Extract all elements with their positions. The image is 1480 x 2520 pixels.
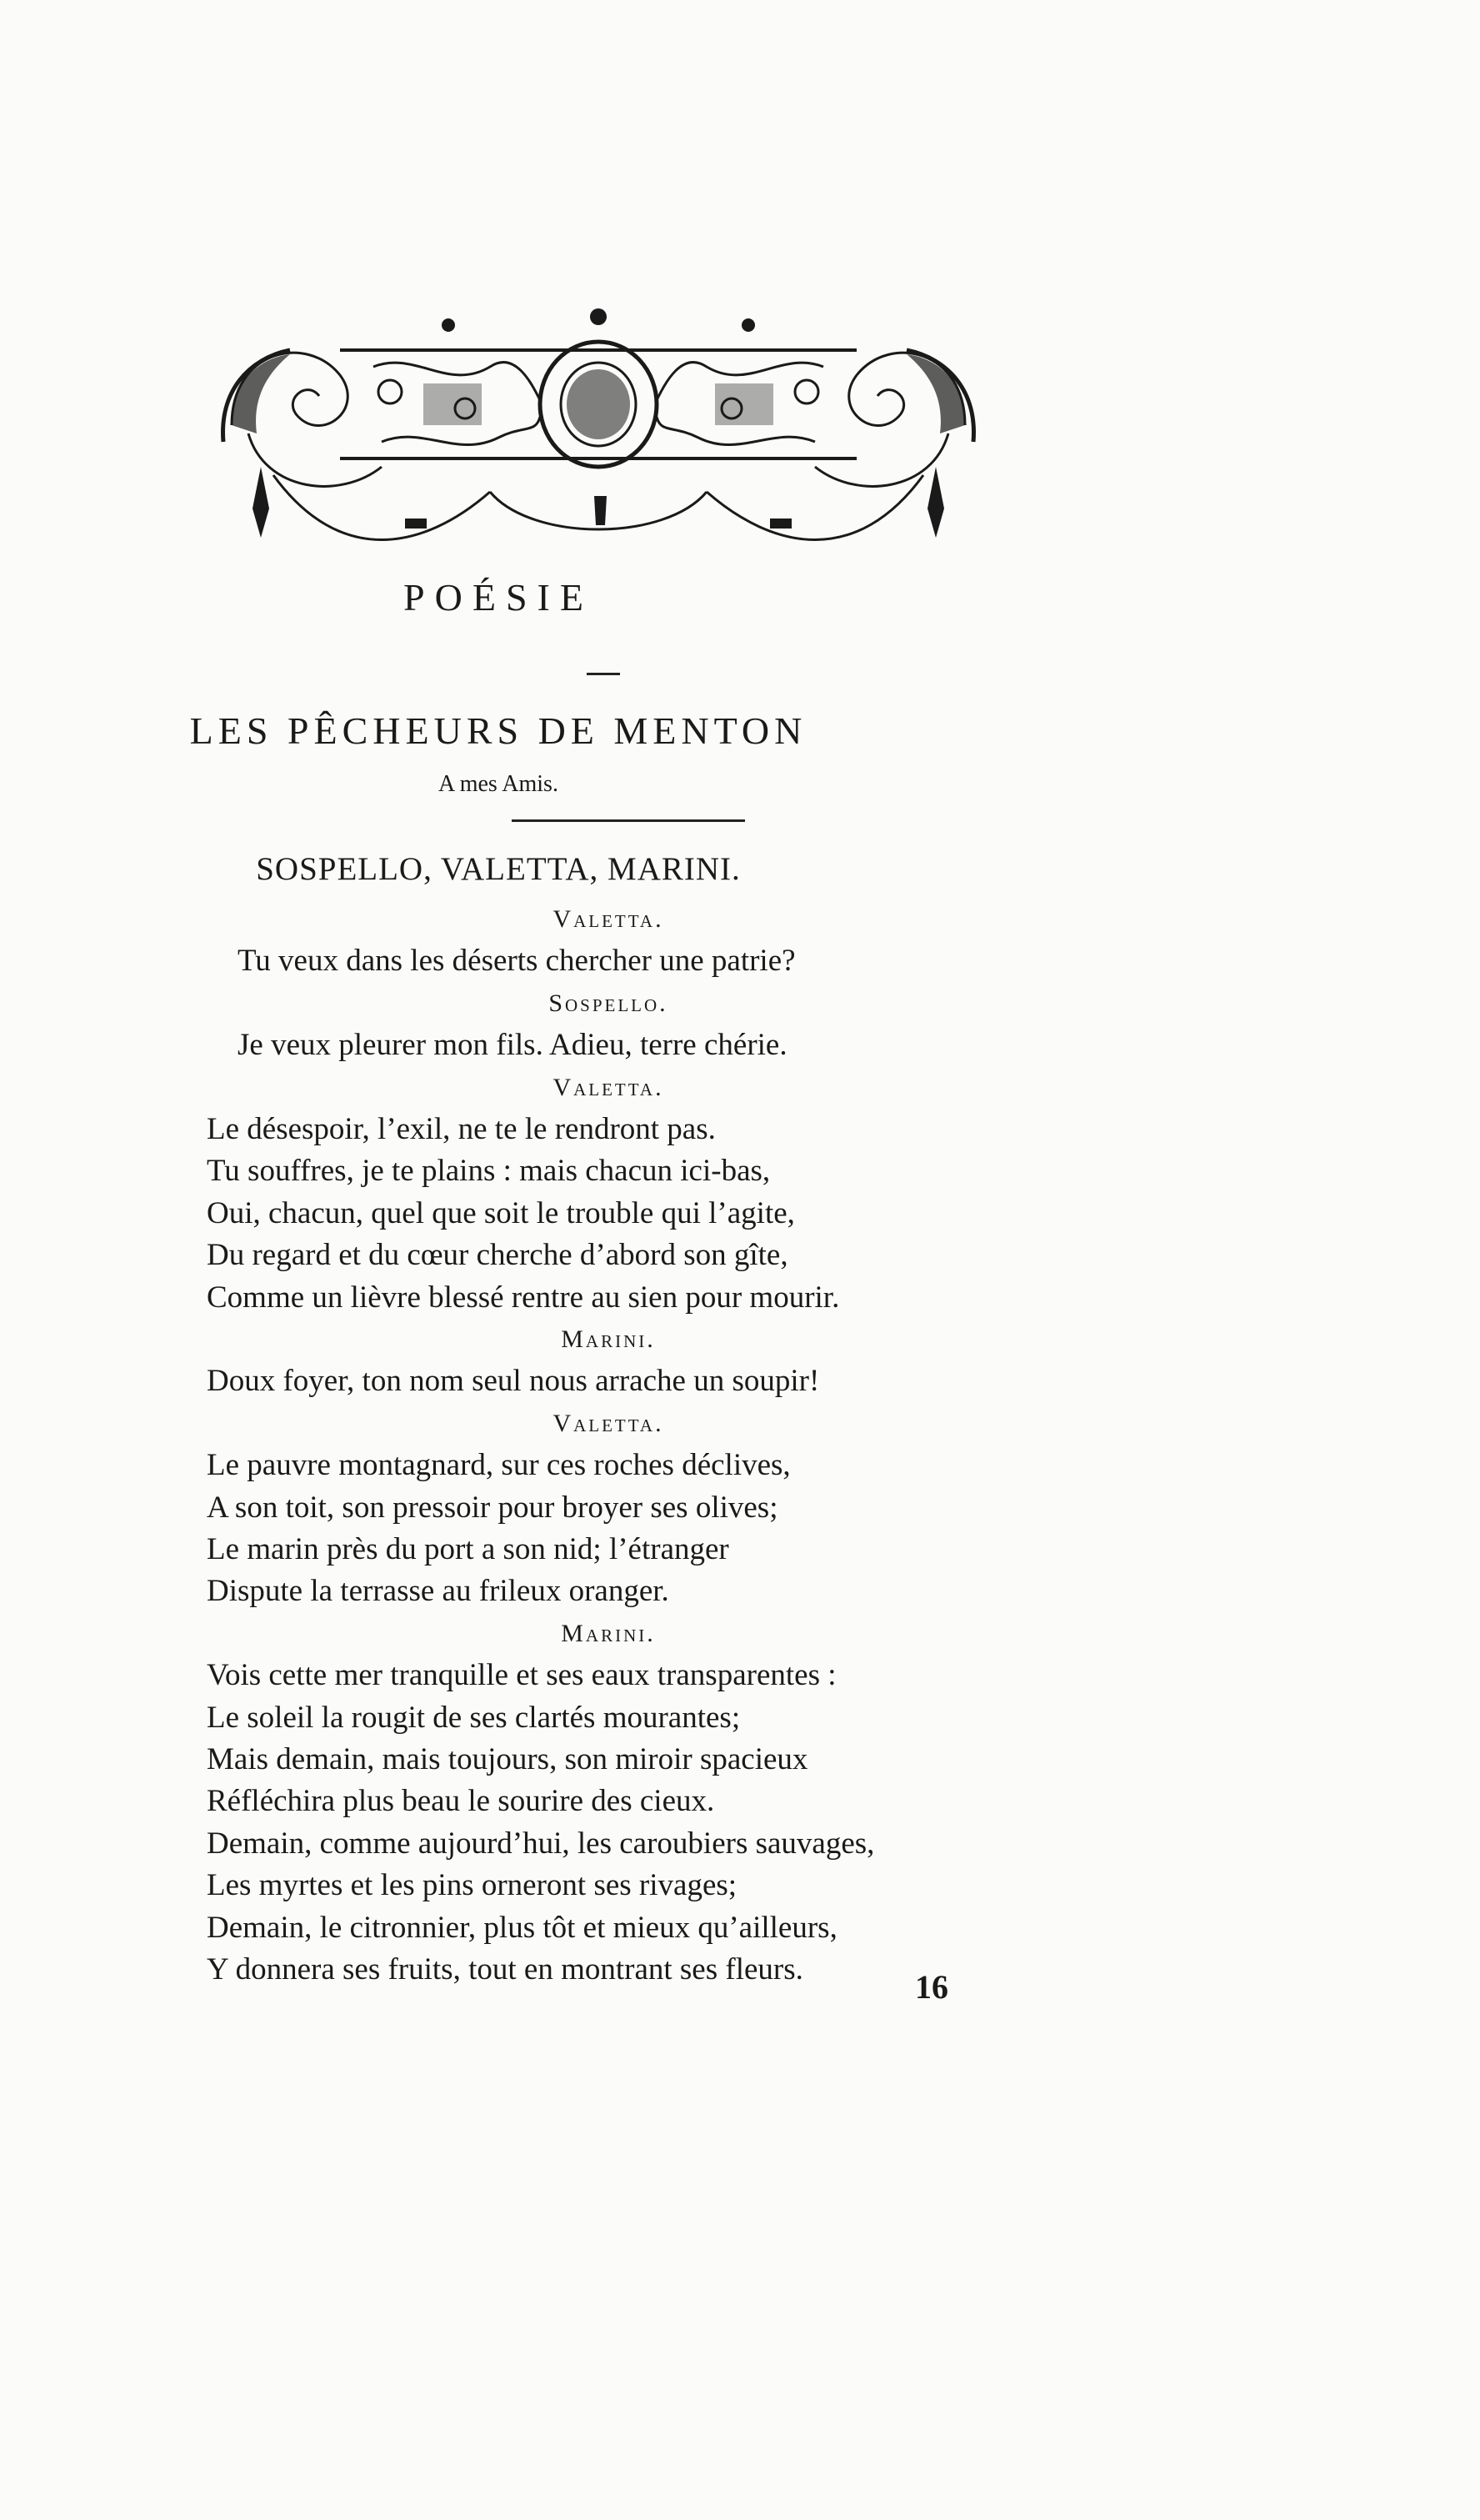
verse-line: Oui, chacun, quel que soit le trouble qui l’agite, xyxy=(207,1195,795,1230)
page-number: 16 xyxy=(915,1968,948,2006)
verse-line: Le désespoir, l’exil, ne te le rendront pas. xyxy=(207,1112,716,1146)
speaker-name: Valetta. xyxy=(552,1409,664,1437)
verse-line: Le marin près du port a son nid; l’étranger xyxy=(207,1532,729,1566)
speaker-name: Marini. xyxy=(561,1325,656,1353)
verse-line: A son toit, son pressoir pour broyer ses olives; xyxy=(207,1490,778,1525)
verse-line: Je veux pleurer mon fils. Adieu, terre chérie. xyxy=(238,1028,788,1063)
speaker-name: Marini. xyxy=(561,1619,656,1647)
verse-line: Mais demain, mais toujours, son miroir spacieux xyxy=(207,1742,808,1776)
verse-line: Le soleil la rougit de ses clartés mourantes; xyxy=(207,1700,741,1735)
verse-line: Dispute la terrasse au frileux oranger. xyxy=(207,1574,669,1609)
verse-line: Demain, le citronnier, plus tôt et mieux qu’ailleurs, xyxy=(207,1910,838,1945)
verse-line: Les myrtes et les pins orneront ses rivages; xyxy=(207,1868,738,1903)
verse-line: Le pauvre montagnard, sur ces roches déclives, xyxy=(207,1448,791,1483)
verse-line: Y donnera ses fruits, tout en montrant ses fleurs. xyxy=(207,1952,803,1986)
poem-title: LES PÊCHEURS DE MENTON xyxy=(189,709,808,752)
verse-line: Tu souffres, je te plains : mais chacun ici-bas, xyxy=(207,1154,771,1189)
verse-line: Réfléchira plus beau le sourire des cieux. xyxy=(207,1784,715,1819)
verse-line: Doux foyer, ton nom seul nous arrache un soupir! xyxy=(207,1364,820,1399)
verse-line: Comme un lièvre blessé rentre au sien pour mourir. xyxy=(207,1280,840,1315)
dedication: A mes Amis. xyxy=(438,771,558,797)
speaker-name: Valetta. xyxy=(552,1073,664,1101)
characters-list: SOSPELLO, VALETTA, MARINI. xyxy=(256,851,741,887)
verse-line: Vois cette mer tranquille et ses eaux transparentes : xyxy=(207,1658,837,1693)
section-title: POÉSIE xyxy=(403,576,593,619)
verse-line: Du regard et du cœur cherche d’abord son gîte, xyxy=(207,1238,788,1273)
short-divider xyxy=(587,673,620,675)
speaker-name: Sospello. xyxy=(548,989,668,1017)
baroque-headpiece-ornament-icon xyxy=(215,300,982,559)
title-divider xyxy=(512,819,745,822)
verse-line: Tu veux dans les déserts chercher une patrie? xyxy=(238,944,796,979)
speaker-name: Valetta. xyxy=(552,905,664,933)
verse-line: Demain, comme aujourd’hui, les caroubiers sauvages, xyxy=(207,1826,875,1861)
